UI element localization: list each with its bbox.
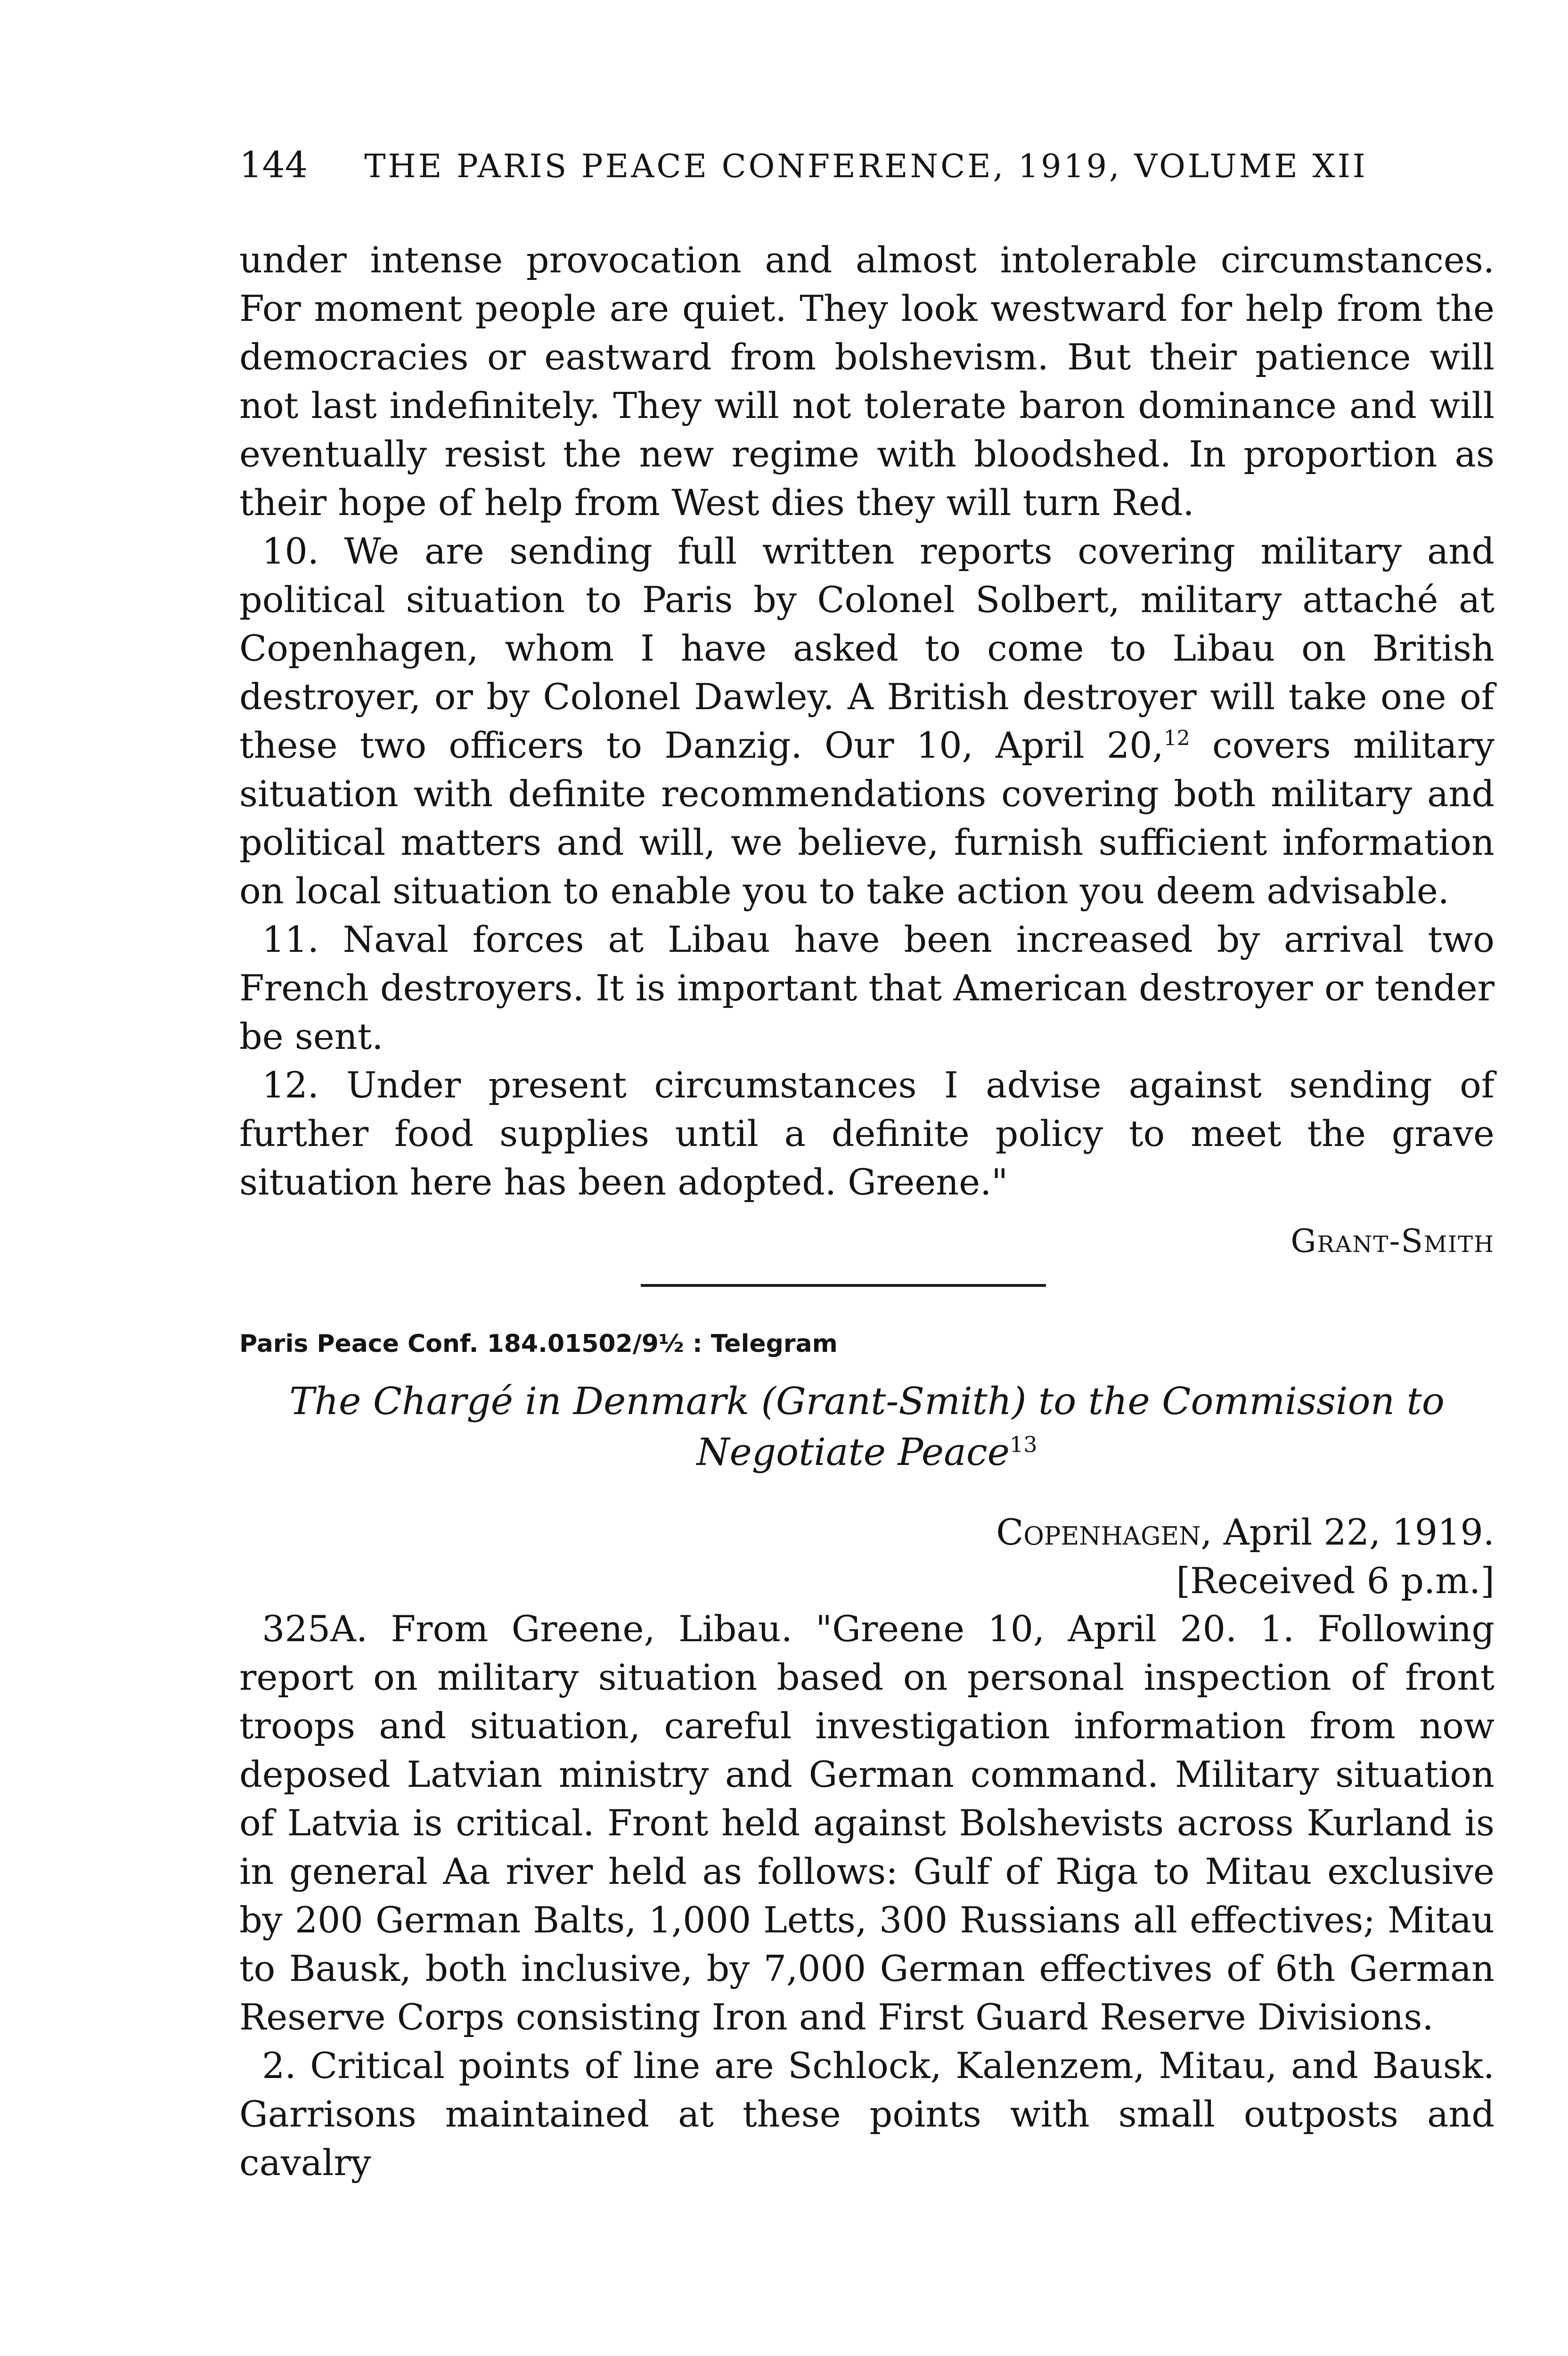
- document-title: The Chargé in Denmark (Grant-Smith) to the Commission to Negotiate Peace$^{13}$: [289, 1379, 1445, 1474]
- running-title: THE PARIS PEACE CONFERENCE, 1919, VOLUME XII: [364, 148, 1368, 185]
- continued-telegram-text: [239, 236, 1494, 1206]
- footnote-ref-13: 13: [1009, 1432, 1037, 1457]
- section-divider: [641, 1284, 1046, 1287]
- paragraph-2: 2. Critical points of line are Schlock, Kalenzem, Mitau, and Bausk. Garrisons maintained at these points with small outposts and cavalry: [239, 2045, 1494, 2184]
- dateline: [996, 1508, 1494, 1605]
- paragraph-continuation: under intense provocation and almost intolerable circumstances. For moment people are quiet. They look westward for help from the democracies or eastward from bolshevism. But their patience will not last indefinitely. They will not tolerate baron dominance and will eventually resist the new regime with bloodshed. In proportion as their hope of help from West dies they will turn Red.: [239, 239, 1494, 524]
- telegram-body: [239, 1604, 1494, 2187]
- paragraph-11: 11. Naval forces at Libau have been increased by arrival two French destroyers. It is important that American destroyer or tender be sent.: [239, 918, 1494, 1057]
- received-note: [Received 6 p.m.]: [1176, 1560, 1494, 1602]
- dateline-date: April 22, 1919.: [1223, 1511, 1494, 1553]
- document-reference: Paris Peace Conf. 184.01502/9½ : Telegram: [239, 1330, 838, 1358]
- page-number: 144: [239, 144, 308, 186]
- paragraph-325a: 325A. From Greene, Libau. "Greene 10, April 20. 1. Following report on military situation based on personal inspection of front troops and situation, careful investigation information from now deposed Latvian ministry and German command. Military situation of Latvia is critical. Front held against Bolshevists across Kurland is in general Aa river held as follows: Gulf of Riga to Mitau exclusive by 200 German Balts, 1,000 Letts, 300 Russians all effectives; Mitau to Bausk, both inclusive, by 7,000 German effectives of 6th German Reserve Corps consisting Iron and First Guard Reserve Divisions.: [239, 1608, 1494, 2038]
- paragraph-12: 12. Under present circumstances I advise against sending of further food supplies until a definite policy to meet the grave situation here has been adopted. Greene.": [239, 1064, 1494, 1203]
- signature: Grant-Smith: [1290, 1223, 1494, 1260]
- footnote-ref-12: 12: [1163, 726, 1190, 751]
- dateline-place: Copenhagen,: [996, 1511, 1212, 1553]
- paragraph-10: 10. We are sending full written reports covering military and political situation to Paris by Colonel Solbert, military attaché at Copenhagen, whom I have asked to come to Libau on British destroyer, or by Colonel Dawley. A British destroyer will take one of these two officers to Danzig. Our 10, April 20,12 covers military situation with definite recommendations covering both military and political matters and will, we believe, furnish sufficient information on local situation to enable you to take action you deem advisable.: [239, 530, 1495, 912]
- running-header: [239, 146, 1494, 186]
